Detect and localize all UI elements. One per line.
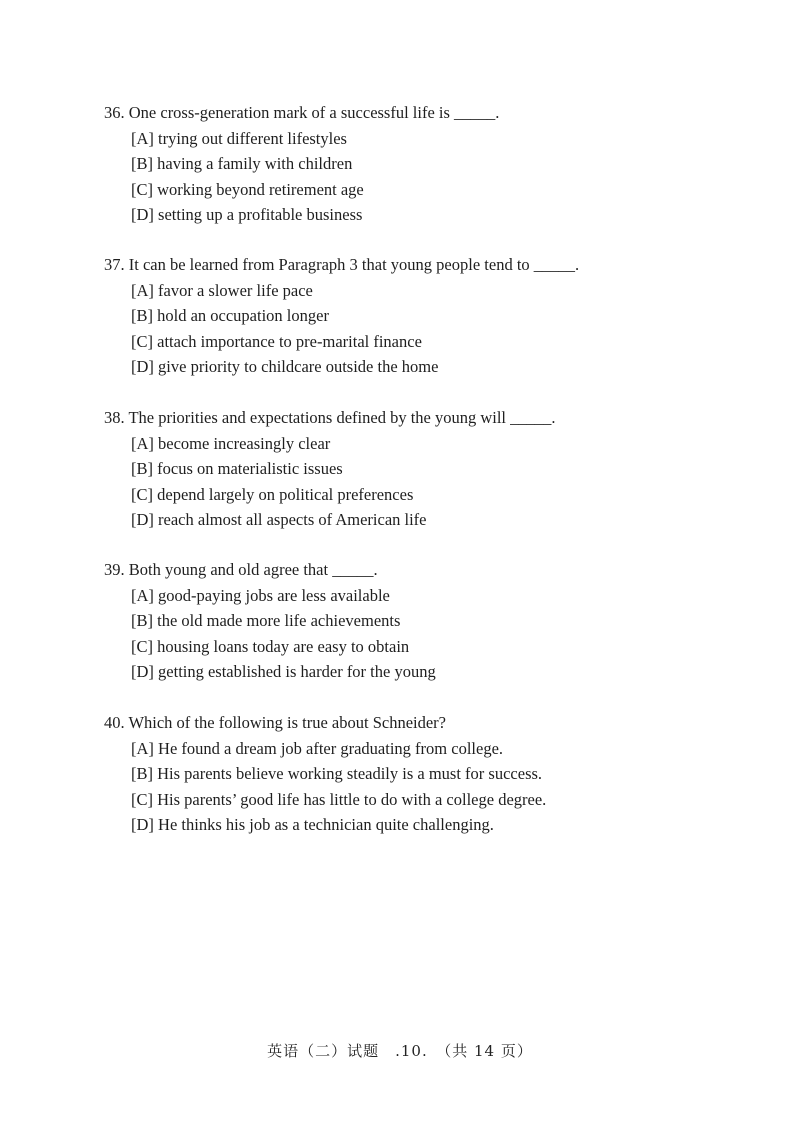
option-a: [A] good-paying jobs are less available (131, 585, 390, 605)
option-b: [B] the old made more life achievements (131, 611, 401, 630)
option-list (104, 278, 744, 380)
question-36 (104, 100, 744, 228)
page-footer: 英语（二）试题 .10. （共 14 页） (267, 1042, 533, 1060)
question-stem: 36. One cross-generation mark of a successful life is _____. (104, 103, 500, 122)
option-d: [D] getting established is harder for the young (131, 662, 436, 681)
option-c: [C] attach importance to pre-marital finance (131, 331, 422, 351)
option-a: [A] become increasingly clear (131, 433, 331, 453)
question-39 (104, 557, 744, 685)
option-d: [D] He thinks his job as a technician quite challenging. (131, 815, 494, 834)
option-list (104, 126, 744, 228)
option-list (104, 583, 744, 685)
option-b: [B] focus on materialistic issues (131, 459, 343, 478)
option-a: [A] favor a slower life pace (131, 280, 313, 300)
option-list (104, 736, 744, 838)
question-stem: 37. It can be learned from Paragraph 3 that young people tend to _____. (104, 255, 580, 274)
question-stem: 39. Both young and old agree that _____. (104, 560, 378, 579)
option-b: [B] His parents believe working steadily is a must for success. (131, 764, 543, 783)
option-c: [C] working beyond retirement age (131, 179, 364, 199)
option-a: [A] He found a dream job after graduating from college. (131, 738, 504, 758)
question-40 (104, 710, 744, 838)
question-stem: 40. Which of the following is true about Schneider? (104, 713, 446, 732)
option-a: [A] trying out different lifestyles (131, 128, 347, 148)
option-c: [C] housing loans today are easy to obtain (131, 636, 410, 656)
question-37 (104, 252, 744, 380)
option-c: [C] His parents’ good life has little to do with a college degree. (131, 789, 547, 809)
option-d: [D] reach almost all aspects of American life (131, 510, 427, 529)
question-38 (104, 405, 744, 533)
option-d: [D] give priority to childcare outside the home (131, 357, 439, 376)
option-list (104, 431, 744, 533)
option-b: [B] hold an occupation longer (131, 306, 329, 325)
question-stem: 38. The priorities and expectations defined by the young will _____. (104, 408, 556, 427)
option-c: [C] depend largely on political preferences (131, 484, 414, 504)
option-d: [D] setting up a profitable business (131, 205, 363, 224)
option-b: [B] having a family with children (131, 154, 353, 173)
